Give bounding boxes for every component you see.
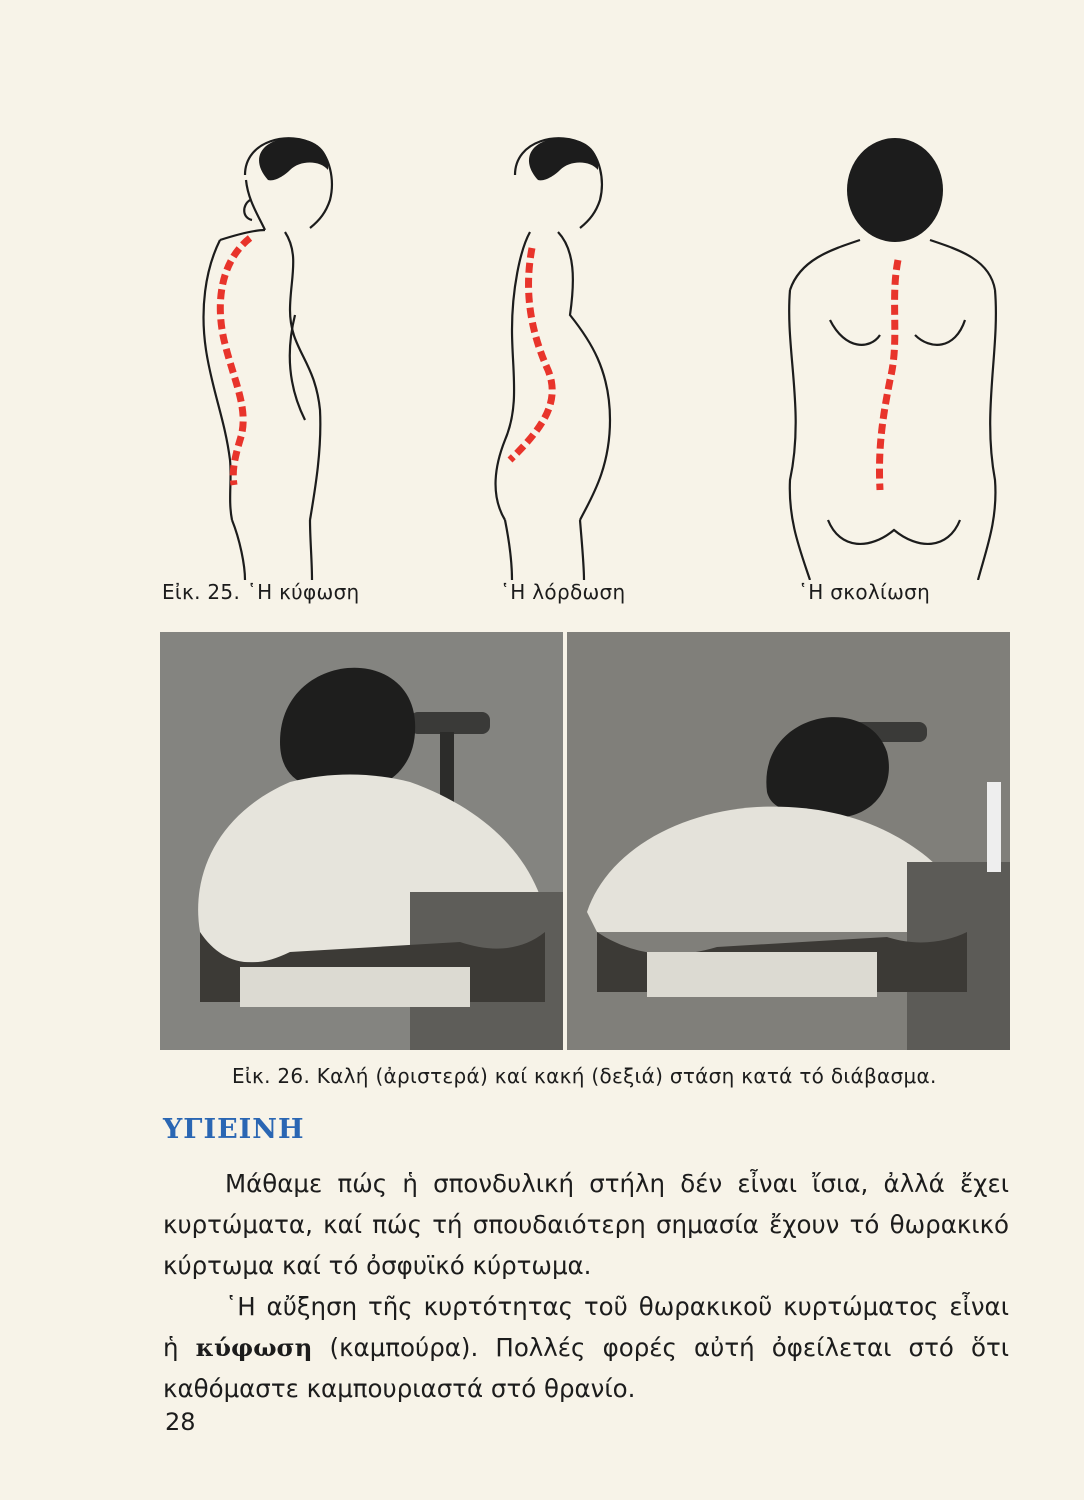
caption-scoliosis: ῾Η σκολίωση	[798, 580, 931, 604]
figure-26	[160, 632, 1010, 1050]
figure-25	[150, 120, 1010, 600]
paragraph-2-start: ῾Η αὔξηση τῆς κυρτότητας τοῦ θωρακικοῦ κυρτώματος εἶναι ἡ	[163, 1292, 1009, 1362]
paragraph-1-text: Μάθαμε πώς ἡ σπονδυλική στήλη δέν εἶναι ἴσια, ἀλλά ἔχει κυρτώματα, καί πώς τή σπουδαιότερη σημασία ἔχουν τό θωρακικό κύρτωμα καί τό ὀσφυϊκό κύρτωμα.	[163, 1169, 1009, 1280]
term-kyphosis: κύφωση	[195, 1333, 313, 1362]
lordosis-drawing	[450, 120, 740, 580]
kyphosis-drawing	[150, 120, 440, 580]
caption-lordosis: ῾Η λόρδωση	[500, 580, 626, 604]
paragraph-2	[163, 1286, 1009, 1409]
paragraph-2-text	[163, 1286, 1009, 1409]
paragraph-2-end: (καμπούρα). Πολλές φορές αὐτή ὀφείλεται στό ὅτι καθόμαστε καμπουριαστά στό θρανίο.	[163, 1333, 1009, 1403]
caption-kyphosis: Εἰκ. 25. ῾Η κύφωση	[162, 580, 360, 604]
page-number: 28	[165, 1408, 196, 1436]
paragraph-1	[163, 1163, 1009, 1286]
section-heading: ΥΓΙΕΙΝΗ	[163, 1114, 305, 1145]
caption-figure-26: Εἰκ. 26. Καλή (ἀριστερά) καί κακή (δεξιά) στάση κατά τό διάβασμα.	[232, 1064, 937, 1088]
bad-posture-photo	[567, 632, 1010, 1050]
scoliosis-drawing	[750, 120, 1040, 580]
good-posture-photo	[160, 632, 563, 1050]
